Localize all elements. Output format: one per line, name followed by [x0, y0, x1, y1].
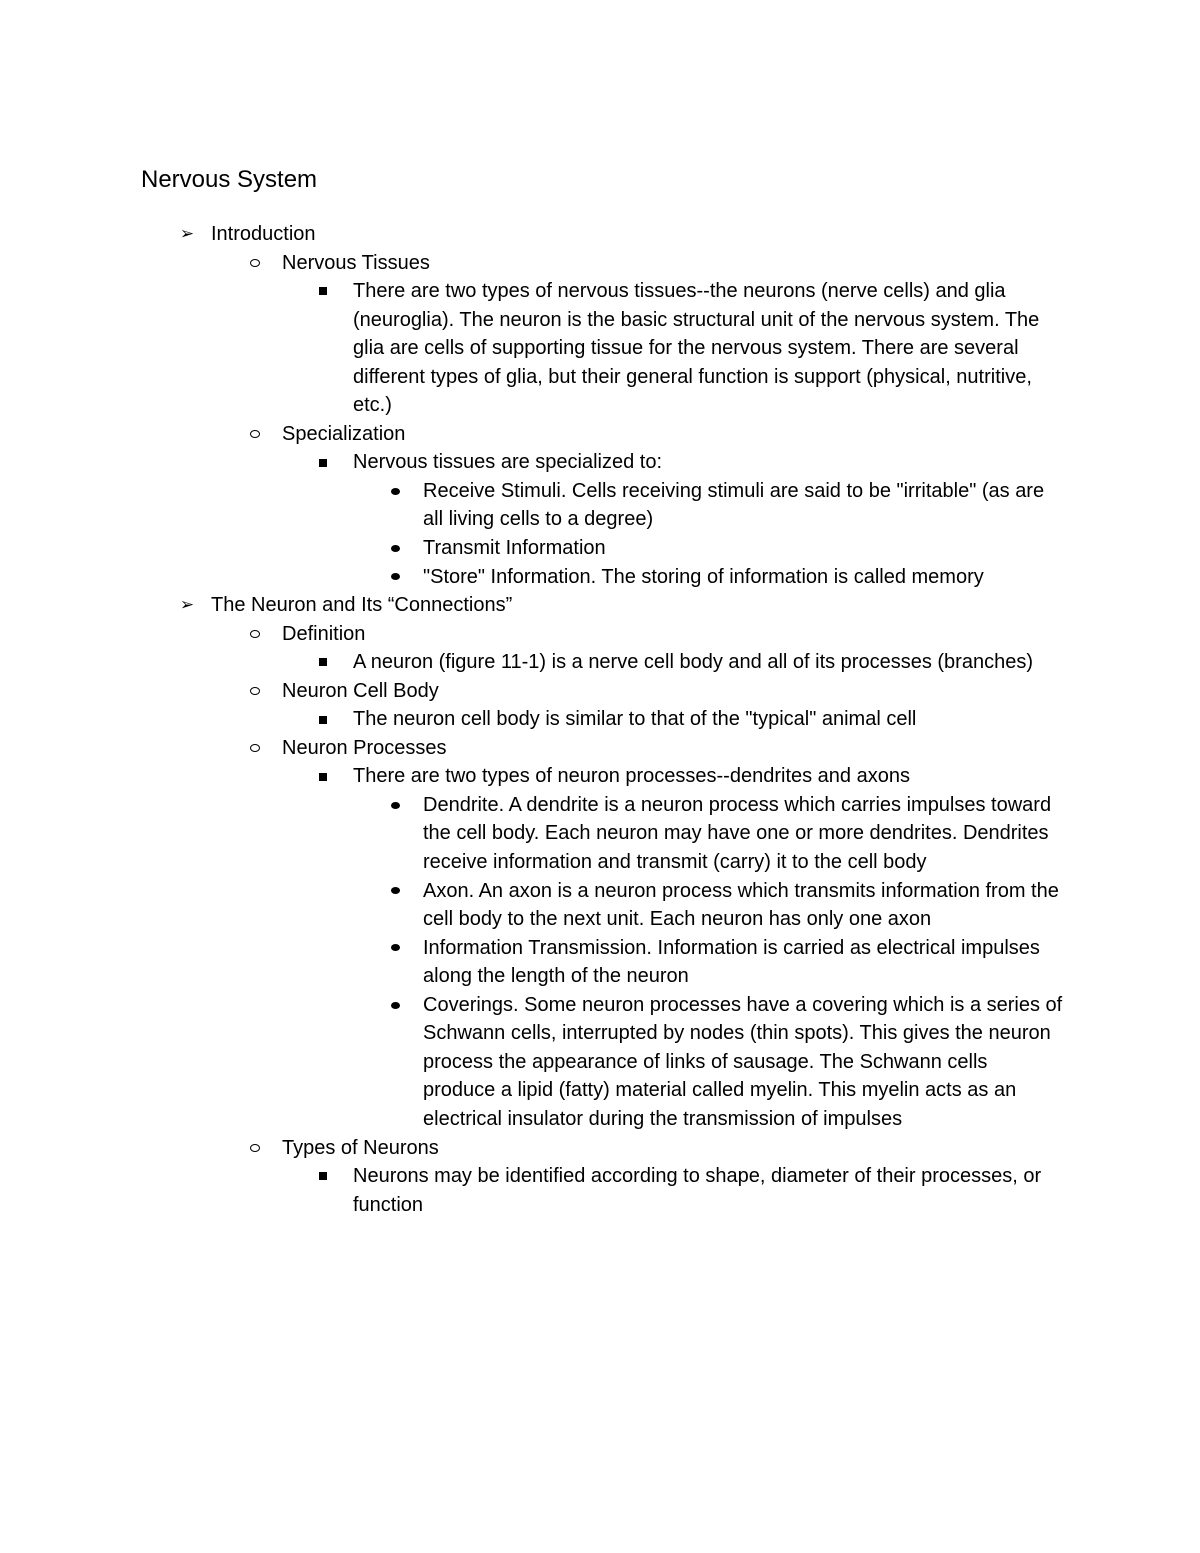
hollow-circle-bullet-icon	[247, 420, 263, 449]
filled-dot-bullet-icon	[388, 791, 402, 820]
outline-subsection-text: Specialization	[282, 422, 406, 445]
hollow-circle-bullet-icon	[247, 1134, 263, 1163]
filled-dot-bullet-icon	[388, 991, 402, 1020]
outline-item-text: There are two types of neuron processes--dendrites and axons	[353, 765, 910, 788]
filled-square-bullet-icon	[316, 1162, 330, 1191]
outline-subsection-text: Nervous Tissues	[282, 251, 430, 274]
arrowhead-bullet-icon: ➢	[179, 594, 195, 615]
outline-item-text: A neuron (figure 11-1) is a nerve cell body and all of its processes (branches)	[353, 651, 1033, 674]
outline-section	[0, 591, 1200, 620]
outline-item-text: Neurons may be identified according to shape, diameter of their processes, or function	[353, 1165, 1042, 1216]
outline-point	[0, 477, 1063, 534]
outline-point-text: Axon. An axon is a neuron process which transmits information from the cell body to the next unit. Each neuron has only one axon	[423, 879, 1059, 931]
outline-item	[0, 648, 1063, 677]
filled-dot-bullet-icon	[388, 877, 402, 906]
outline-item	[0, 705, 1063, 734]
outline-subsection-text: Definition	[282, 622, 366, 645]
hollow-circle-bullet-icon	[247, 620, 263, 649]
outline-subsection	[0, 249, 1200, 278]
filled-dot-bullet-icon	[388, 563, 402, 592]
outline-point	[0, 991, 1063, 1134]
outline-item	[0, 762, 1063, 791]
page-title: Nervous System	[141, 166, 318, 193]
outline-subsection-text: Neuron Cell Body	[282, 679, 439, 702]
outline-subsection	[0, 420, 1200, 449]
filled-dot-bullet-icon	[388, 477, 402, 506]
hollow-circle-bullet-icon	[247, 249, 263, 278]
outline-item	[0, 277, 1063, 420]
outline-point-text: Transmit Information	[423, 537, 606, 560]
hollow-circle-bullet-icon	[247, 734, 263, 763]
outline-subsection	[0, 620, 1200, 649]
outline-item	[0, 448, 1063, 477]
outline-subsection-text: Neuron Processes	[282, 736, 447, 759]
filled-dot-bullet-icon	[388, 934, 402, 963]
outline-item-text: There are two types of nervous tissues--the neurons (nerve cells) and glia (neuroglia). The neuron is the basic structural unit of the nervous system. The glia are cells of supporting tissue for the nervous system. There are several different types of glia, but their general function is support (physical, nutritive, etc.)	[353, 280, 1040, 417]
outline-point-text: Coverings. Some neuron processes have a covering which is a series of Schwann cells, interrupted by nodes (thin spots). This gives the neuron process the appearance of links of sausage. The Schwann cells produce a lipid (fatty) material called myelin. This myelin acts as an electrical insulator during the transmission of impulses	[423, 993, 1063, 1130]
filled-square-bullet-icon	[316, 448, 330, 477]
outline-item	[0, 1162, 1063, 1219]
outline-item-text: The neuron cell body is similar to that of the "typical" animal cell	[353, 708, 917, 731]
outline-point-text: Dendrite. A dendrite is a neuron process which carries impulses toward the cell body. Each neuron may have one or more dendrites. Dendrites receive information and transmit (carry) it to the cell body	[423, 793, 1052, 874]
outline-section-text: Introduction	[211, 223, 316, 245]
outline-point-text: "Store" Information. The storing of information is called memory	[423, 565, 984, 588]
outline-subsection-text: Types of Neurons	[282, 1136, 439, 1159]
hollow-circle-bullet-icon	[247, 677, 263, 706]
outline-point	[0, 563, 1063, 592]
outline-subsection	[0, 677, 1200, 706]
filled-square-bullet-icon	[316, 705, 330, 734]
outline-point-text: Information Transmission. Information is carried as electrical impulses along the length of the neuron	[423, 936, 1040, 988]
filled-square-bullet-icon	[316, 762, 330, 791]
filled-square-bullet-icon	[316, 648, 330, 677]
arrowhead-bullet-icon: ➢	[179, 223, 195, 244]
filled-dot-bullet-icon	[388, 534, 402, 563]
outline-subsection	[0, 1134, 1200, 1163]
outline-point-text: Receive Stimuli. Cells receiving stimuli are said to be "irritable" (as are all living cells to a degree)	[423, 479, 1045, 531]
outline-section	[0, 220, 1200, 249]
outline-point	[0, 877, 1063, 934]
outline-section-text: The Neuron and Its “Connections”	[211, 594, 513, 617]
outline-point	[0, 791, 1063, 877]
filled-square-bullet-icon	[316, 277, 330, 306]
outline-list	[0, 220, 1200, 1219]
outline-item-text: Nervous tissues are specialized to:	[353, 451, 663, 474]
outline-subsection	[0, 734, 1200, 763]
outline-point	[0, 934, 1063, 991]
outline-point	[0, 534, 1063, 563]
